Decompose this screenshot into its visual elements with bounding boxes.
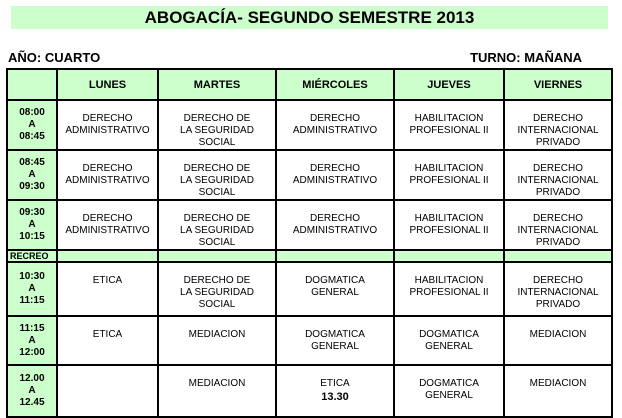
subject-text: PROFESIONAL II <box>409 287 489 298</box>
subject-text: DERECHO <box>532 163 583 174</box>
subject-cell <box>394 150 504 200</box>
subject-text: SOCIAL <box>198 237 236 248</box>
year-label: AÑO: CUARTO <box>8 50 101 65</box>
subject-text: DERECHO <box>82 113 133 124</box>
recess-cell <box>276 250 394 262</box>
page-title: ABOGACÍA- SEGUNDO SEMESTRE 2013 <box>11 6 608 29</box>
schedule-table <box>6 68 613 418</box>
time-text: A <box>28 169 36 180</box>
subject-text: PROFESIONAL II <box>409 125 489 136</box>
subject-cell <box>57 100 158 150</box>
subject-text: GENERAL <box>425 341 473 352</box>
time-text: 12.00 <box>19 373 45 384</box>
time-text: A <box>28 283 36 294</box>
subject-text: DOGMATICA <box>305 329 365 340</box>
time-slot-cell <box>7 365 57 417</box>
subject-cell <box>394 316 504 365</box>
subject-text: DERECHO <box>532 113 583 124</box>
time-slot-cell <box>7 150 57 200</box>
day-header: JUEVES <box>394 69 504 100</box>
subject-text: DERECHO <box>532 213 583 224</box>
subject-cell <box>276 262 394 316</box>
subject-text: ETICA <box>92 275 123 286</box>
subject-text: HABILITACION <box>414 113 484 124</box>
subject-text: PRIVADO <box>535 187 581 198</box>
subject-cell <box>504 200 612 250</box>
subject-text: ADMINISTRATIVO <box>292 175 378 186</box>
subject-text: INTERNACIONAL <box>517 287 599 298</box>
subject-cell <box>57 150 158 200</box>
time-slot-row <box>7 316 612 365</box>
subject-text: DERECHO <box>309 163 360 174</box>
subject-cell <box>504 262 612 316</box>
day-header: VIERNES <box>504 69 612 100</box>
subject-text: ADMINISTRATIVO <box>292 125 378 136</box>
subject-text: MEDIACION <box>529 329 587 340</box>
subject-text: DERECHO <box>82 213 133 224</box>
subject-text: DOGMATICA <box>305 275 365 286</box>
time-text: 08:45 <box>19 157 45 168</box>
subject-text: ADMINISTRATIVO <box>65 125 150 136</box>
subject-text: DOGMATICA <box>419 329 479 340</box>
subject-text: DERECHO DE <box>183 113 251 124</box>
time-text: 09:30 <box>19 181 45 192</box>
subject-cell <box>394 100 504 150</box>
subject-text: SOCIAL <box>198 137 236 148</box>
subject-text: INTERNACIONAL <box>517 175 599 186</box>
subject-cell <box>57 365 158 417</box>
subject-text: INTERNACIONAL <box>517 125 599 136</box>
time-text: A <box>28 219 36 230</box>
time-slot-cell <box>7 316 57 365</box>
subject-text: ETICA <box>92 329 123 340</box>
subject-text: DERECHO <box>82 163 133 174</box>
subject-text: MEDIACION <box>529 378 587 389</box>
time-slot-cell <box>7 200 57 250</box>
subject-text: ADMINISTRATIVO <box>65 175 150 186</box>
shift-label: TURNO: MAÑANA <box>470 50 582 65</box>
recess-row <box>7 250 612 262</box>
subject-text: DERECHO <box>309 113 360 124</box>
subject-text: HABILITACION <box>414 213 484 224</box>
subject-cell <box>158 316 276 365</box>
time-slot-row <box>7 365 612 417</box>
subject-cell <box>504 150 612 200</box>
subject-text: GENERAL <box>425 390 473 401</box>
subject-text: LA SEGURIDAD <box>180 125 254 136</box>
time-text: 08:00 <box>19 107 45 118</box>
time-slot-cell <box>7 100 57 150</box>
day-header: LUNES <box>57 69 158 100</box>
time-text: 08:45 <box>19 131 45 142</box>
day-header-row <box>7 69 612 100</box>
time-text: A <box>28 385 36 396</box>
subject-text: PRIVADO <box>535 237 581 248</box>
time-note: 13.30 <box>321 391 349 403</box>
time-text: 11:15 <box>19 322 45 334</box>
subject-text: DERECHO DE <box>183 163 251 174</box>
time-text: 11:15 <box>19 295 45 306</box>
time-slot-cell <box>7 262 57 316</box>
time-text: 12:00 <box>19 346 45 358</box>
subject-text: DERECHO <box>309 213 360 224</box>
corner-cell <box>7 69 57 100</box>
subject-text: GENERAL <box>311 341 359 352</box>
subject-cell <box>158 200 276 250</box>
subject-text: MEDIACION <box>188 378 246 389</box>
subject-text: DERECHO DE <box>183 275 251 286</box>
subject-cell <box>394 200 504 250</box>
time-text: 09:30 <box>19 207 45 218</box>
subject-cell <box>276 316 394 365</box>
subject-text: INTERNACIONAL <box>517 225 599 236</box>
time-slot-row <box>7 150 612 200</box>
subject-cell <box>57 316 158 365</box>
subject-text: DERECHO DE <box>183 213 251 224</box>
subject-cell <box>504 365 612 417</box>
recess-cell <box>57 250 158 262</box>
subject-text: PROFESIONAL II <box>409 175 489 186</box>
subject-cell <box>57 200 158 250</box>
subject-text: HABILITACION <box>414 275 484 286</box>
subject-text: ADMINISTRATIVO <box>292 225 378 236</box>
subject-text: DERECHO <box>532 275 583 286</box>
subject-text: LA SEGURIDAD <box>180 175 254 186</box>
subject-text: HABILITACION <box>414 163 484 174</box>
recess-cell <box>158 250 276 262</box>
subject-cell <box>57 262 158 316</box>
subject-cell <box>276 100 394 150</box>
time-slot-row <box>7 200 612 250</box>
subject-text: LA SEGURIDAD <box>180 287 254 298</box>
subject-text: PROFESIONAL II <box>409 225 489 236</box>
time-slot-row <box>7 262 612 316</box>
subject-text: DOGMATICA <box>419 378 479 389</box>
subject-text: ADMINISTRATIVO <box>65 225 150 236</box>
subject-cell <box>276 200 394 250</box>
subject-text: PRIVADO <box>535 137 581 148</box>
subject-cell <box>394 365 504 417</box>
time-text: 10:15 <box>19 231 45 242</box>
day-header: MIÉRCOLES <box>276 69 394 100</box>
recess-cell <box>394 250 504 262</box>
subject-text: LA SEGURIDAD <box>180 225 254 236</box>
subject-cell <box>158 365 276 417</box>
subject-cell <box>158 150 276 200</box>
subject-text: SOCIAL <box>198 187 236 198</box>
recess-label: RECREO <box>7 250 57 262</box>
subject-cell <box>394 262 504 316</box>
time-slot-row <box>7 100 612 150</box>
day-header: MARTES <box>158 69 276 100</box>
subject-text: SOCIAL <box>198 299 236 310</box>
subject-text: ETICA <box>320 378 350 389</box>
subject-cell <box>158 100 276 150</box>
subject-cell <box>276 150 394 200</box>
subject-cell <box>504 316 612 365</box>
time-text: A <box>28 119 36 130</box>
subject-cell <box>276 365 394 417</box>
subject-text: GENERAL <box>311 287 359 298</box>
subject-text: PRIVADO <box>535 299 581 310</box>
time-text: 12.45 <box>19 397 45 408</box>
subject-cell <box>504 100 612 150</box>
recess-cell <box>504 250 612 262</box>
subject-cell <box>158 262 276 316</box>
time-text: 10:30 <box>19 271 45 282</box>
time-text: A <box>28 334 36 346</box>
subject-text: MEDIACION <box>188 329 246 340</box>
